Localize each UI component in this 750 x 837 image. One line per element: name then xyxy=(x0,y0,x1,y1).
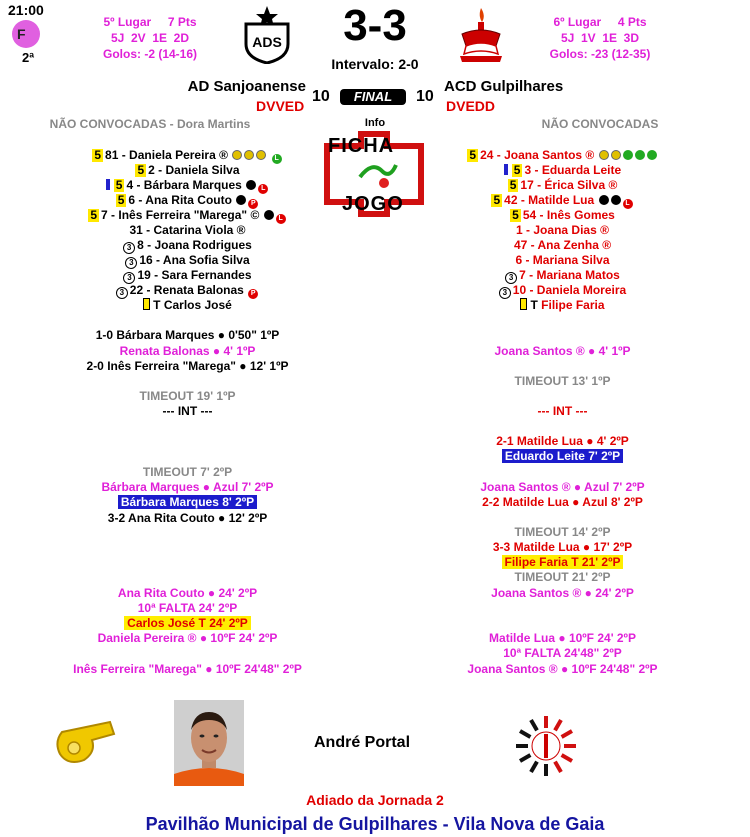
gold-coin-icon xyxy=(611,150,621,160)
player-name: 81 - Daniela Pereira ® xyxy=(105,148,228,162)
red-card-icon: L xyxy=(258,184,268,194)
gold-coin-icon xyxy=(599,150,609,160)
goal-ball-icon xyxy=(599,195,609,205)
away-event: Joana Santos ® ● Azul 7' 2ºP xyxy=(480,480,645,494)
away-event-blue-label: Eduardo Leite 7' 2ºP xyxy=(502,449,623,463)
coach-tag: T xyxy=(153,298,164,312)
coach-card-icon xyxy=(520,298,527,310)
coach-name: Filipe Faria xyxy=(541,298,605,312)
away-event: Matilde Lua ● 10ºF 24' 2ºP xyxy=(489,631,636,645)
home-player-row[interactable] xyxy=(0,283,375,298)
home-not-called: NÃO CONVOCADAS - Dora Martins xyxy=(49,117,251,131)
goal-ball-icon xyxy=(264,210,274,220)
gold-coin-icon xyxy=(256,150,266,160)
score: 3-3 xyxy=(343,1,407,50)
home-event: 1-0 Bárbara Marques ● 0'50" 1ºP xyxy=(95,328,280,342)
home-event-timeout: TIMEOUT 19' 1ºP xyxy=(139,389,236,403)
home-player-row[interactable] xyxy=(0,163,375,178)
home-player-row[interactable] xyxy=(0,178,375,193)
home-stats-position: 5º Lugar 7 Pts xyxy=(103,15,197,29)
away-player-row[interactable] xyxy=(375,268,750,283)
away-event-yellow-label: Filipe Faria T 21' 2ºP xyxy=(502,555,624,569)
round-logo-icon xyxy=(12,20,40,48)
away-player-row[interactable] xyxy=(375,253,750,268)
away-team-crest-icon[interactable] xyxy=(456,6,506,64)
home-event-yellow-label: Carlos José T 24' 2ºP xyxy=(124,616,251,630)
red-card-icon: L xyxy=(276,214,286,224)
away-stats-position: 6º Lugar 4 Pts xyxy=(553,15,647,29)
away-player-row[interactable] xyxy=(375,238,750,253)
match-note: Adiado da Jornada 2 xyxy=(306,792,444,808)
away-event-timeout: TIMEOUT 21' 2ºP xyxy=(514,570,611,584)
yellow-card-icon: 5 xyxy=(117,193,125,207)
svg-text:ADS: ADS xyxy=(252,34,282,50)
home-player-row[interactable] xyxy=(0,238,375,253)
coach-card-icon xyxy=(143,298,150,310)
away-event-interval: --- INT --- xyxy=(537,404,588,418)
home-event: Daniela Pereira ® ● 10ºF 24' 2ºP xyxy=(97,631,278,645)
red-card-icon: P xyxy=(248,289,258,299)
ficha-top-label: FICHA xyxy=(328,135,395,157)
home-stats-record: 5J 2V 1E 2D xyxy=(110,31,190,45)
green-card-icon xyxy=(623,150,633,160)
home-event-blue-label: Bárbara Marques 8' 2ºP xyxy=(118,495,257,509)
red-card-icon: P xyxy=(248,199,258,209)
away-event: 2-2 Matilde Lua ● Azul 8' 2ºP xyxy=(482,495,643,509)
home-event: Ana Rita Couto ● 24' 2ºP xyxy=(117,586,258,600)
away-player-row[interactable] xyxy=(375,148,750,163)
away-stats xyxy=(520,14,680,62)
away-event-highlight xyxy=(375,449,750,464)
association-logo-icon xyxy=(516,714,576,778)
player-name: 47 - Ana Zenha ® xyxy=(513,238,612,252)
substitute-icon: 3 xyxy=(505,272,517,284)
away-coach-row[interactable] xyxy=(375,298,750,313)
green-card-icon: L xyxy=(272,154,282,164)
home-event: Renata Balonas ● 4' 1ºP xyxy=(119,344,256,358)
player-name: 17 - Érica Silva ® xyxy=(520,178,618,192)
player-name: 6 - Ana Rita Couto xyxy=(128,193,232,207)
away-stats-record: 5J 1V 1E 3D xyxy=(560,31,640,45)
home-event-timeout: TIMEOUT 7' 2ºP xyxy=(142,465,233,479)
referee-photo xyxy=(174,700,244,786)
home-player-row[interactable] xyxy=(0,193,375,208)
yellow-card-icon: 5 xyxy=(509,178,517,192)
away-event: 3-3 Matilde Lua ● 17' 2ºP xyxy=(492,540,633,554)
goal-ball-icon xyxy=(236,195,246,205)
yellow-card-icon: 5 xyxy=(512,208,519,222)
match-status-label: FINAL xyxy=(353,89,393,104)
goal-ball-icon xyxy=(611,195,621,205)
green-card-icon xyxy=(647,150,657,160)
away-stats-goals: Golos: -23 (12-35) xyxy=(549,47,651,61)
home-player-row[interactable] xyxy=(0,223,375,238)
player-name: 10 - Daniela Moreira xyxy=(512,283,627,297)
whistle-icon xyxy=(52,718,122,768)
gold-coin-icon xyxy=(232,150,242,160)
home-event: 3-2 Ana Rita Couto ● 12' 2ºP xyxy=(107,511,268,525)
referee-name[interactable]: André Portal xyxy=(314,734,411,751)
red-card-icon: L xyxy=(623,199,633,209)
home-event-interval: --- INT --- xyxy=(162,404,213,418)
home-form: DVVED xyxy=(256,98,305,114)
player-name: 42 - Matilde Lua xyxy=(504,193,595,207)
player-name: 24 - Joana Santos ® xyxy=(480,148,595,162)
home-event: Inês Ferreira "Marega" ● 10ºF 24'48" 2ºP xyxy=(73,662,302,676)
player-name: 8 - Joana Rodrigues xyxy=(137,238,252,252)
player-name: 31 - Catarina Viola ® xyxy=(129,223,246,237)
round-number: 2ª xyxy=(22,50,35,65)
player-name: 1 - Joana Dias ® xyxy=(516,223,609,237)
away-event: Joana Santos ® ● 10ºF 24'48" 2ºP xyxy=(467,662,658,676)
yellow-card-icon: 5 xyxy=(513,163,521,177)
home-team-name[interactable]: AD Sanjoanense xyxy=(187,78,306,95)
home-event: 10ª FALTA 24' 2ºP xyxy=(137,601,238,615)
home-coach-row[interactable] xyxy=(0,298,375,313)
match-time: 21:00 xyxy=(8,2,44,18)
away-event: 10ª FALTA 24'48" 2ºP xyxy=(503,646,622,660)
player-name: 22 - Renata Balonas xyxy=(129,283,244,297)
away-player-row[interactable] xyxy=(375,208,750,223)
player-name: 2 - Daniela Silva xyxy=(148,163,240,177)
home-player-row[interactable] xyxy=(0,148,375,163)
player-name: 54 - Inês Gomes xyxy=(522,208,615,222)
player-name: 19 - Sara Fernandes xyxy=(137,268,252,282)
home-stats-goals: Golos: -2 (14-16) xyxy=(102,47,198,61)
venue[interactable]: Pavilhão Municipal de Gulpilhares - Vila Nova de Gaia xyxy=(145,814,605,834)
away-not-called: NÃO CONVOCADAS xyxy=(541,117,659,131)
green-card-icon xyxy=(635,150,645,160)
away-event: 2-1 Matilde Lua ● 4' 2ºP xyxy=(496,434,629,448)
coach-name: Carlos José xyxy=(163,298,232,312)
yellow-card-icon: 5 xyxy=(115,178,123,192)
away-form: DVEDD xyxy=(446,98,496,114)
home-team-crest-icon[interactable] xyxy=(242,6,292,64)
away-player-row[interactable] xyxy=(375,178,750,193)
coach-tag: T xyxy=(530,298,542,312)
home-player-row[interactable] xyxy=(0,268,375,283)
away-player-row[interactable] xyxy=(375,163,750,178)
away-player-row[interactable] xyxy=(375,283,750,298)
away-player-row[interactable] xyxy=(375,223,750,238)
svg-text:F: F xyxy=(17,26,26,42)
home-player-row[interactable] xyxy=(0,253,375,268)
home-stats xyxy=(70,14,230,62)
substitute-icon: 3 xyxy=(125,257,137,269)
away-event-timeout: TIMEOUT 13' 1ºP xyxy=(514,374,611,388)
away-team-name[interactable]: ACD Gulpilhares xyxy=(444,78,564,95)
player-name: 16 - Ana Sofia Silva xyxy=(139,253,250,267)
yellow-card-icon: 5 xyxy=(137,163,145,177)
home-event-highlight xyxy=(0,616,375,631)
yellow-card-icon: 5 xyxy=(493,193,501,207)
gold-coin-icon xyxy=(244,150,254,160)
blue-card-icon xyxy=(504,164,508,175)
away-event-highlight xyxy=(375,555,750,570)
away-fouls: 10 xyxy=(416,88,434,105)
blue-card-icon xyxy=(106,179,110,190)
away-event: Joana Santos ® ● 4' 1ºP xyxy=(494,344,631,358)
player-name: 3 - Eduarda Leite xyxy=(524,163,622,177)
yellow-card-icon: 5 xyxy=(90,208,98,222)
away-player-row[interactable] xyxy=(375,193,750,208)
home-player-row[interactable] xyxy=(0,208,375,223)
home-event: 2-0 Inês Ferreira "Marega" ● 12' 1ºP xyxy=(86,359,289,373)
home-fouls: 10 xyxy=(312,88,330,105)
yellow-card-icon: 5 xyxy=(469,148,477,162)
substitute-icon: 3 xyxy=(123,242,135,254)
substitute-icon: 3 xyxy=(123,272,135,284)
interval-score: Intervalo: 2-0 xyxy=(331,56,419,72)
home-event: Bárbara Marques ● Azul 7' 2ºP xyxy=(101,480,274,494)
away-event-timeout: TIMEOUT 14' 2ºP xyxy=(514,525,611,539)
player-name: 4 - Bárbara Marques xyxy=(126,178,242,192)
substitute-icon: 3 xyxy=(499,287,511,299)
player-name: 7 - Inês Ferreira "Marega" © xyxy=(101,208,260,222)
substitute-icon: 3 xyxy=(116,287,128,299)
goal-ball-icon xyxy=(246,180,256,190)
home-event-highlight xyxy=(0,495,375,510)
info-label[interactable]: Info xyxy=(364,117,386,129)
away-event: Joana Santos ® ● 24' 2ºP xyxy=(491,586,634,600)
match-status-badge xyxy=(340,89,406,105)
yellow-card-icon: 5 xyxy=(94,148,102,162)
player-name: 6 - Mariana Silva xyxy=(515,253,610,267)
player-name: 7 - Mariana Matos xyxy=(519,268,620,282)
ficha-bottom-label: JOGO xyxy=(342,193,404,215)
